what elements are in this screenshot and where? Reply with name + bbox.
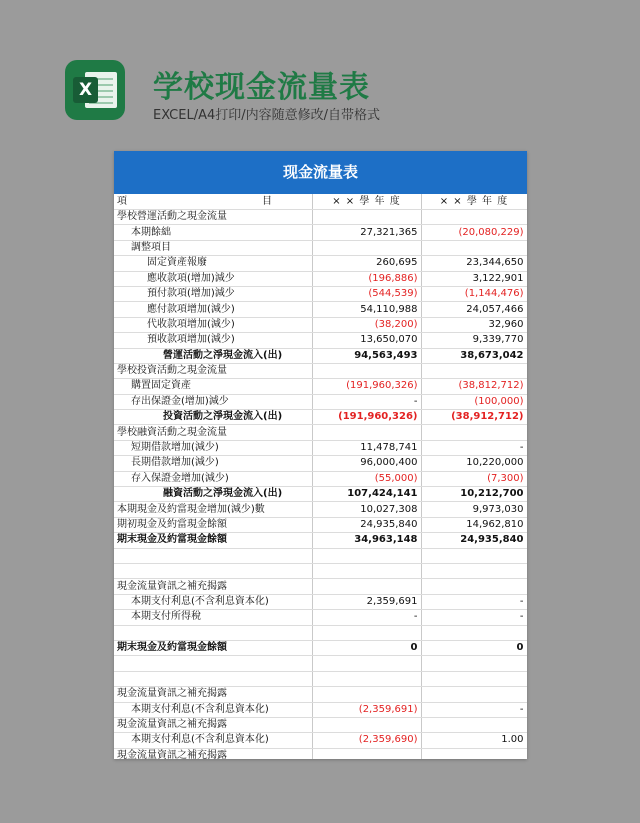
row-spacer — [275, 333, 312, 348]
year-b-value: 14,962,810 — [421, 517, 527, 532]
year-a-value: 260,695 — [312, 256, 421, 271]
year-b-value: - — [421, 610, 527, 625]
table-row — [114, 317, 527, 332]
row-spacer — [275, 394, 312, 409]
table-row — [114, 440, 527, 455]
row-spacer — [275, 594, 312, 609]
year-b-value: 10,212,700 — [421, 487, 527, 502]
year-a-value: (544,539) — [312, 286, 421, 301]
row-label: 購置固定資產 — [114, 379, 275, 394]
table-row — [114, 702, 527, 717]
item-header-cell — [114, 194, 275, 210]
year-b-value — [421, 210, 527, 225]
year-b-value — [421, 425, 527, 440]
row-label: 現金流量資訊之補充揭露 — [114, 748, 275, 759]
year-b-value: 1.00 — [421, 733, 527, 748]
year-b-value — [421, 656, 527, 671]
row-spacer — [275, 717, 312, 732]
year-b-value — [421, 671, 527, 686]
year-a-value — [312, 656, 421, 671]
year-b-value: (7,300) — [421, 471, 527, 486]
table-row — [114, 517, 527, 532]
row-spacer — [275, 286, 312, 301]
year-a-value: (55,000) — [312, 471, 421, 486]
year-b-value — [421, 563, 527, 578]
year-b-value: 32,960 — [421, 317, 527, 332]
row-label: 存出保證金(增加)減少 — [114, 394, 275, 409]
row-label: 期末現金及約當現金餘額 — [114, 640, 275, 655]
table-row — [114, 733, 527, 748]
year-b-value — [421, 579, 527, 594]
table-row — [114, 348, 527, 363]
row-label: 學校投資活動之現金流量 — [114, 363, 275, 378]
year-a-value: 2,359,691 — [312, 594, 421, 609]
year-a-value — [312, 625, 421, 640]
table-row — [114, 487, 527, 502]
year-b-value — [421, 748, 527, 759]
row-label: 本期支付利息(不含利息資本化) — [114, 594, 275, 609]
year-a-value: 34,963,148 — [312, 533, 421, 548]
table-row — [114, 656, 527, 671]
item-header-right: 目 — [262, 195, 272, 207]
table-row — [114, 286, 527, 301]
year-a-value: - — [312, 394, 421, 409]
table-row — [114, 610, 527, 625]
excel-icon — [65, 60, 125, 120]
row-spacer — [275, 733, 312, 748]
table-row — [114, 271, 527, 286]
year-a-value: 94,563,493 — [312, 348, 421, 363]
row-spacer — [275, 456, 312, 471]
year-b-value: - — [421, 594, 527, 609]
row-label: 融資活動之淨現金流入(出) — [114, 487, 275, 502]
year-a-value: 107,424,141 — [312, 487, 421, 502]
row-label: 營運活動之淨現金流入(出) — [114, 348, 275, 363]
sheet-banner: 现金流量表 — [114, 151, 527, 194]
year-b-value: 23,344,650 — [421, 256, 527, 271]
row-spacer — [275, 363, 312, 378]
row-spacer — [275, 317, 312, 332]
row-spacer — [275, 610, 312, 625]
page-title: 学校现金流量表 — [153, 70, 370, 105]
excel-letter: X — [73, 77, 98, 103]
year-a-value — [312, 717, 421, 732]
cash-flow-table — [114, 194, 527, 759]
row-spacer — [275, 256, 312, 271]
year-a-value: 10,027,308 — [312, 502, 421, 517]
row-spacer — [275, 656, 312, 671]
row-spacer — [275, 271, 312, 286]
table-row — [114, 210, 527, 225]
year-b-value: 9,339,770 — [421, 333, 527, 348]
row-label: 存入保證金增加(減少) — [114, 471, 275, 486]
year-b-value — [421, 363, 527, 378]
year-b-value: (38,912,712) — [421, 410, 527, 425]
table-row — [114, 456, 527, 471]
year-b-value: (100,000) — [421, 394, 527, 409]
row-label: 短期借款增加(減少) — [114, 440, 275, 455]
table-row — [114, 256, 527, 271]
row-label: 學校融資活動之現金流量 — [114, 425, 275, 440]
year-a-value: 96,000,400 — [312, 456, 421, 471]
table-row — [114, 502, 527, 517]
row-spacer — [275, 579, 312, 594]
year-b-value: 10,220,000 — [421, 456, 527, 471]
year-b-value: - — [421, 702, 527, 717]
row-spacer — [275, 502, 312, 517]
header-spacer-cell — [275, 194, 312, 210]
year-b-value: 0 — [421, 640, 527, 655]
year-a-value — [312, 579, 421, 594]
year-a-value — [312, 548, 421, 563]
year-a-header: × × 學 年 度 — [312, 194, 421, 210]
row-label — [114, 563, 275, 578]
row-spacer — [275, 671, 312, 686]
table-row — [114, 379, 527, 394]
year-a-value — [312, 210, 421, 225]
year-a-value: (2,359,690) — [312, 733, 421, 748]
row-spacer — [275, 748, 312, 759]
table-row — [114, 748, 527, 759]
row-label — [114, 548, 275, 563]
table-row — [114, 425, 527, 440]
year-a-value: (2,359,691) — [312, 702, 421, 717]
year-b-value — [421, 687, 527, 702]
year-a-value — [312, 563, 421, 578]
table-row — [114, 563, 527, 578]
row-spacer — [275, 210, 312, 225]
row-spacer — [275, 563, 312, 578]
year-a-value: (38,200) — [312, 317, 421, 332]
row-label: 代收款項增加(減少) — [114, 317, 275, 332]
year-a-value: 24,935,840 — [312, 517, 421, 532]
row-label: 固定資產報廢 — [114, 256, 275, 271]
row-label: 投資活動之淨現金流入(出) — [114, 410, 275, 425]
year-b-value — [421, 717, 527, 732]
row-label: 本期現金及約當現金增加(減少)數 — [114, 502, 275, 517]
row-label: 應付款項增加(減少) — [114, 302, 275, 317]
row-spacer — [275, 640, 312, 655]
year-b-value — [421, 625, 527, 640]
year-a-value — [312, 363, 421, 378]
year-b-value: 9,973,030 — [421, 502, 527, 517]
year-b-value: (38,812,712) — [421, 379, 527, 394]
row-label: 本期支付所得稅 — [114, 610, 275, 625]
table-row — [114, 548, 527, 563]
table-row — [114, 640, 527, 655]
year-b-value: 3,122,901 — [421, 271, 527, 286]
year-a-value: 54,110,988 — [312, 302, 421, 317]
year-a-value: (191,960,326) — [312, 379, 421, 394]
year-a-value: 0 — [312, 640, 421, 655]
row-spacer — [275, 425, 312, 440]
row-spacer — [275, 687, 312, 702]
table-row — [114, 333, 527, 348]
row-label — [114, 656, 275, 671]
table-row — [114, 533, 527, 548]
row-label: 本期餘絀 — [114, 225, 275, 240]
row-spacer — [275, 302, 312, 317]
year-b-value: 38,673,042 — [421, 348, 527, 363]
year-b-value — [421, 240, 527, 255]
row-label: 期末現金及約當現金餘額 — [114, 533, 275, 548]
year-a-value: (191,960,326) — [312, 410, 421, 425]
page-subtitle: EXCEL/A4打印/内容随意修改/自带格式 — [153, 108, 381, 123]
year-a-value — [312, 748, 421, 759]
row-label: 現金流量資訊之補充揭露 — [114, 717, 275, 732]
table-row — [114, 302, 527, 317]
row-spacer — [275, 225, 312, 240]
year-a-value: 13,650,070 — [312, 333, 421, 348]
row-label: 現金流量資訊之補充揭露 — [114, 687, 275, 702]
table-row — [114, 410, 527, 425]
row-spacer — [275, 471, 312, 486]
row-spacer — [275, 533, 312, 548]
row-spacer — [275, 548, 312, 563]
row-label: 應收款項(增加)減少 — [114, 271, 275, 286]
row-spacer — [275, 625, 312, 640]
row-spacer — [275, 240, 312, 255]
year-b-header: × × 學 年 度 — [421, 194, 527, 210]
row-label: 本期支付利息(不含利息資本化) — [114, 702, 275, 717]
row-spacer — [275, 517, 312, 532]
table-row — [114, 717, 527, 732]
row-spacer — [275, 440, 312, 455]
year-b-value: 24,935,840 — [421, 533, 527, 548]
spreadsheet-preview — [114, 151, 527, 759]
year-a-value: - — [312, 610, 421, 625]
row-label: 長期借款增加(減少) — [114, 456, 275, 471]
item-header-left: 項 — [117, 195, 127, 207]
year-b-value: (1,144,476) — [421, 286, 527, 301]
year-b-value: - — [421, 440, 527, 455]
page-header — [0, 0, 640, 140]
row-label: 學校營運活動之現金流量 — [114, 210, 275, 225]
row-label: 調整項目 — [114, 240, 275, 255]
year-a-value — [312, 425, 421, 440]
year-a-value: 11,478,741 — [312, 440, 421, 455]
row-spacer — [275, 702, 312, 717]
row-label: 本期支付利息(不含利息資本化) — [114, 733, 275, 748]
year-b-value: 24,057,466 — [421, 302, 527, 317]
table-row — [114, 579, 527, 594]
year-a-value — [312, 687, 421, 702]
row-spacer — [275, 379, 312, 394]
table-row — [114, 363, 527, 378]
table-row — [114, 471, 527, 486]
year-a-value — [312, 240, 421, 255]
year-b-value: (20,080,229) — [421, 225, 527, 240]
table-row — [114, 625, 527, 640]
row-label — [114, 671, 275, 686]
year-a-value: (196,886) — [312, 271, 421, 286]
row-label: 現金流量資訊之補充揭露 — [114, 579, 275, 594]
row-label — [114, 625, 275, 640]
row-label: 期初現金及約當現金餘額 — [114, 517, 275, 532]
year-b-value — [421, 548, 527, 563]
table-row — [114, 394, 527, 409]
row-label: 預收款項增加(減少) — [114, 333, 275, 348]
table-row — [114, 240, 527, 255]
year-a-value — [312, 671, 421, 686]
table-row — [114, 594, 527, 609]
row-label: 預付款項(增加)減少 — [114, 286, 275, 301]
year-a-value: 27,321,365 — [312, 225, 421, 240]
table-row — [114, 225, 527, 240]
table-row — [114, 687, 527, 702]
table-header-row — [114, 194, 527, 210]
table-row — [114, 671, 527, 686]
